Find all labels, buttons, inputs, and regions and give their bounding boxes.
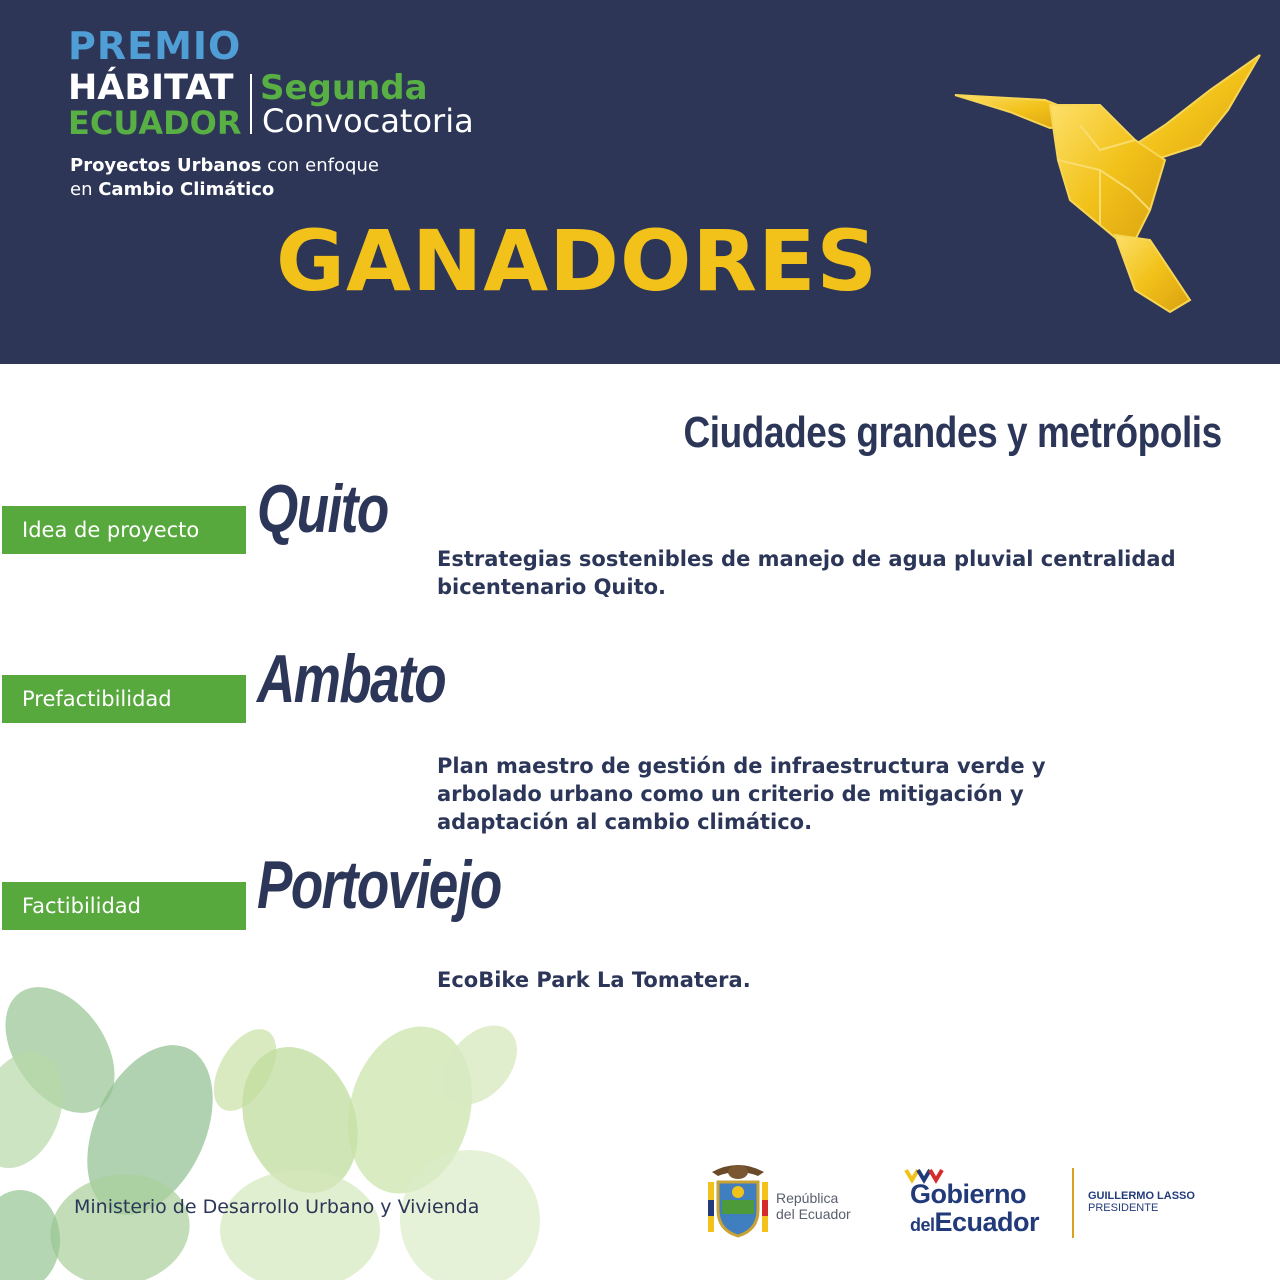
project-ambato: Plan maestro de gestión de infraestructura verde y arbolado urbano como un criterio de mitigación y adaptación al cambio climático. bbox=[437, 754, 1046, 834]
president-label bbox=[1088, 1190, 1195, 1214]
president-name: GUILLERMO LASSO bbox=[1088, 1190, 1195, 1202]
gobierno-del: del bbox=[910, 1215, 935, 1235]
hummingbird-icon bbox=[950, 50, 1265, 315]
page-title: GANADORES bbox=[276, 212, 878, 310]
subtitle-bold-1: Proyectos Urbanos bbox=[70, 155, 262, 176]
stage-badge-prefactibilidad: Prefactibilidad bbox=[2, 675, 246, 723]
stage-badge-idea: Idea de proyecto bbox=[2, 506, 246, 554]
stage-badge-factibilidad: Factibilidad bbox=[2, 882, 246, 930]
gobierno-line-2 bbox=[910, 1208, 1039, 1239]
republica-label bbox=[776, 1190, 851, 1222]
logo-habitat: HÁBITAT bbox=[68, 68, 234, 108]
city-ambato: Ambato bbox=[257, 641, 446, 717]
header-banner bbox=[0, 0, 1280, 364]
subtitle-rest-1: con enfoque bbox=[261, 155, 379, 176]
logo-convocatoria: Convocatoria bbox=[262, 102, 474, 140]
subtitle-line-1 bbox=[70, 154, 379, 178]
gobierno-logo bbox=[910, 1180, 1039, 1239]
city-portoviejo: Portoviejo bbox=[257, 847, 501, 923]
president-role: PRESIDENTE bbox=[1088, 1202, 1159, 1214]
logo-segunda: Segunda bbox=[260, 68, 428, 108]
subtitle bbox=[70, 154, 379, 202]
subtitle-line-2 bbox=[70, 178, 379, 202]
logo-ecuador: ECUADOR bbox=[68, 104, 242, 142]
subtitle-prefix-2: en bbox=[70, 179, 99, 200]
category-heading: Ciudades grandes y metrópolis bbox=[683, 408, 1222, 457]
city-quito: Quito bbox=[257, 471, 388, 547]
logo-divider bbox=[250, 74, 252, 134]
republica-line-2: del Ecuador bbox=[776, 1206, 851, 1222]
footer-divider bbox=[1072, 1168, 1074, 1238]
project-quito: Estrategias sostenibles de manejo de agua pluvial centralidad bicentenario Quito. bbox=[437, 547, 1176, 599]
gobierno-ecuador: Ecuador bbox=[934, 1207, 1040, 1237]
ministry-name: Ministerio de Desarrollo Urbano y Vivienda bbox=[74, 1196, 480, 1218]
subtitle-bold-2: Cambio Climático bbox=[98, 179, 275, 200]
project-portoviejo: EcoBike Park La Tomatera. bbox=[437, 968, 751, 992]
logo-premio: PREMIO bbox=[68, 24, 242, 68]
coat-of-arms-icon bbox=[702, 1160, 774, 1242]
leaves-decoration bbox=[0, 980, 560, 1280]
gobierno-line-1: Gobierno bbox=[910, 1179, 1026, 1209]
republica-line-1: República bbox=[776, 1190, 839, 1206]
